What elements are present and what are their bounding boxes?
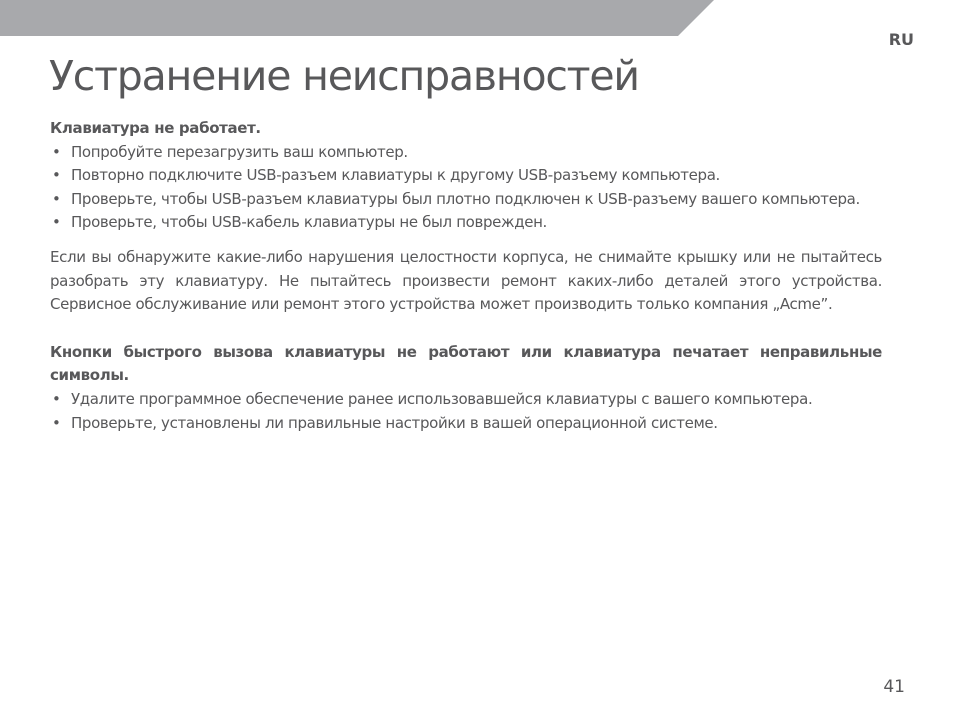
list-item (50, 188, 882, 212)
bullet-list (50, 388, 882, 435)
section-keyboard-not-working (50, 117, 882, 317)
list-item-text: Попробуйте перезагрузить ваш компьютер. (71, 142, 408, 161)
bullet-glyph: • (52, 389, 61, 408)
list-item-text: Удалите программное обеспечение ранее использовавшейся клавиатуры с вашего компьютера. (71, 389, 813, 408)
list-item (50, 164, 882, 188)
content-body (50, 117, 882, 435)
header-band (0, 0, 954, 36)
list-item-text: Проверьте, установлены ли правильные настройки в вашей операционной системе. (71, 413, 718, 432)
bullet-glyph: • (52, 413, 61, 432)
list-item (50, 141, 882, 165)
warning-paragraph: Если вы обнаружите какие-либо нарушения целостности корпуса, не снимайте крышку или не пытайтесь разобрать эту клавиатуру. Не пытайтесь произвести ремонт каких-либо деталей этого устройства. Сервисное обслуживание или ремонт этого устройства может производить только компания „Acme”. (50, 247, 882, 314)
page-number: 41 (883, 677, 905, 697)
bullet-glyph: • (52, 213, 61, 232)
bullet-glyph: • (52, 166, 61, 185)
list-item (50, 412, 882, 436)
section-heading: Клавиатура не работает. (50, 119, 261, 137)
section-heading: Кнопки быстрого вызова клавиатуры не работают или клавиатура печатает неправильные символы. (50, 342, 882, 385)
section-hotkeys-not-working (50, 341, 882, 435)
bullet-list (50, 141, 882, 235)
list-item (50, 388, 882, 412)
page-title: Устранение неисправностей (49, 52, 639, 100)
bullet-glyph: • (52, 189, 61, 208)
list-item (50, 211, 882, 235)
language-badge: RU (888, 30, 914, 49)
list-item-text: Проверьте, чтобы USB-кабель клавиатуры не был поврежден. (71, 213, 547, 232)
list-item-text: Проверьте, чтобы USB-разъем клавиатуры был плотно подключен к USB-разъему вашего компьютера. (71, 189, 860, 208)
list-item-text: Повторно подключите USB-разъем клавиатуры к другому USB-разъему компьютера. (71, 166, 720, 185)
bullet-glyph: • (52, 142, 61, 161)
